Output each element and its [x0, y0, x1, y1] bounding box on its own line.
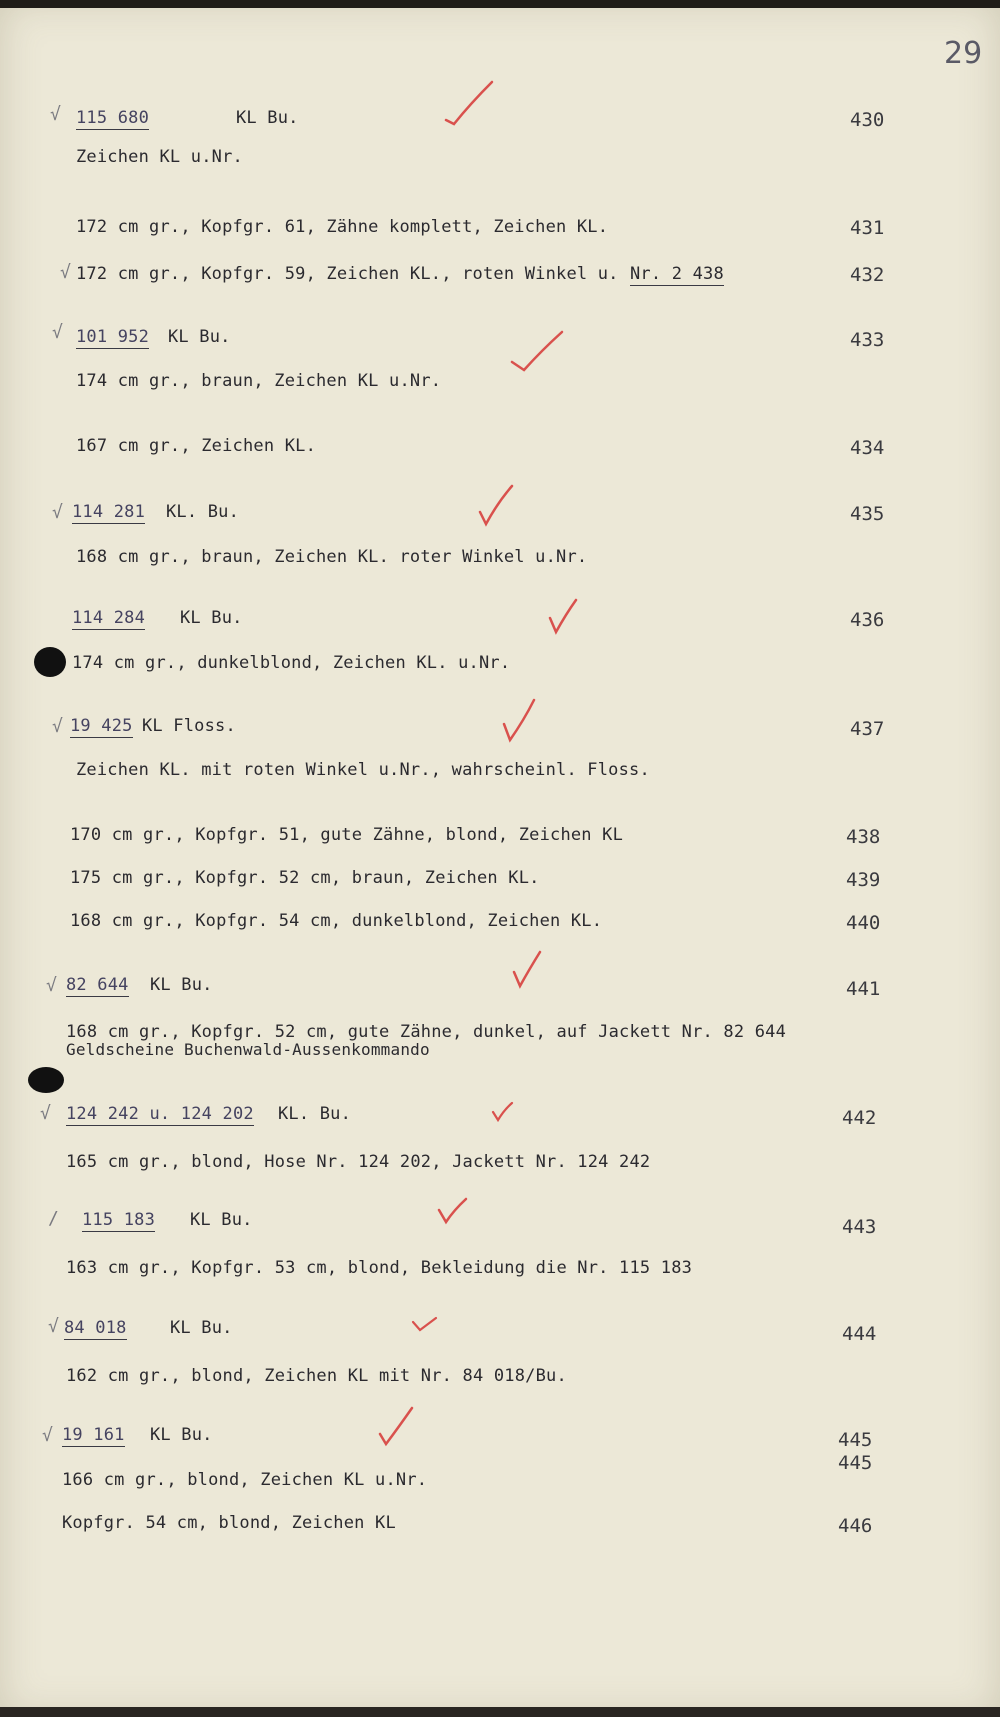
entry-number: 435 — [850, 503, 885, 525]
scan-edge-top — [0, 0, 1000, 8]
entry-description: 168 cm gr., Kopfgr. 54 cm, dunkelblond, Zeichen KL. — [70, 911, 603, 931]
tick-mark: √ — [52, 502, 63, 523]
entry-number: 432 — [850, 264, 885, 286]
camp-label: KL Floss. — [142, 716, 236, 736]
check-mark-icon — [500, 696, 540, 746]
entry-number: 437 — [850, 718, 885, 740]
entry-number: 440 — [846, 912, 881, 934]
entry-number-corrected: 445 — [838, 1452, 873, 1474]
entry-number: 445 — [838, 1429, 873, 1451]
entry-description: 170 cm gr., Kopfgr. 51, gute Zähne, blond, Zeichen KL — [70, 825, 624, 845]
entry-number: 441 — [846, 978, 881, 1000]
check-mark-icon — [546, 596, 582, 638]
tick-mark: √ — [40, 1103, 51, 1124]
entry-reference: Nr. 2 438 — [630, 264, 724, 284]
check-mark-icon — [410, 1314, 440, 1336]
prisoner-number: 101 952 — [76, 327, 150, 347]
entry-description: 167 cm gr., Zeichen KL. — [76, 436, 317, 456]
prisoner-number: 114 281 — [72, 502, 146, 522]
prisoner-number: 19 425 — [70, 716, 133, 736]
entry-number: 436 — [850, 609, 885, 631]
camp-label: KL Bu. — [168, 327, 231, 347]
prisoner-number: 19 161 — [62, 1425, 125, 1445]
entry-description: 163 cm gr., Kopfgr. 53 cm, blond, Bekleidung die Nr. 115 183 — [66, 1258, 693, 1278]
entry-description: Zeichen KL. mit roten Winkel u.Nr., wahrscheinl. Floss. — [76, 760, 650, 780]
ink-blot — [34, 647, 66, 677]
prisoner-number: 82 644 — [66, 975, 129, 995]
entry-number: 438 — [846, 826, 881, 848]
check-mark-icon — [508, 328, 568, 374]
prisoner-number: 84 018 — [64, 1318, 127, 1338]
entry-number: 439 — [846, 869, 881, 891]
entry-description: 172 cm gr., Kopfgr. 61, Zähne komplett, Zeichen KL. — [76, 217, 609, 237]
entry-description: 162 cm gr., blond, Zeichen KL mit Nr. 84 018/Bu. — [66, 1366, 567, 1386]
entry-description: Zeichen KL u.Nr. — [76, 147, 243, 167]
camp-label: KL. Bu. — [278, 1104, 352, 1124]
camp-label: KL Bu. — [150, 1425, 213, 1445]
camp-label: KL Bu. — [236, 108, 299, 128]
entry-description: 165 cm gr., blond, Hose Nr. 124 202, Jackett Nr. 124 242 — [66, 1152, 651, 1172]
entry-number: 442 — [842, 1107, 877, 1129]
entry-description: 174 cm gr., braun, Zeichen KL u.Nr. — [76, 371, 442, 391]
tick-mark: / — [48, 1208, 59, 1229]
tick-mark: √ — [50, 104, 61, 125]
entry-description-cont: Geldscheine Buchenwald-Aussenkommando — [66, 1040, 430, 1059]
tick-mark: √ — [42, 1425, 53, 1446]
tick-mark: √ — [46, 975, 57, 996]
entry-number: 433 — [850, 329, 885, 351]
entry-description: 166 cm gr., blond, Zeichen KL u.Nr. — [62, 1470, 428, 1490]
entry-description: 175 cm gr., Kopfgr. 52 cm, braun, Zeichen KL. — [70, 868, 540, 888]
tick-mark: √ — [52, 322, 63, 343]
entry-number: 430 — [850, 109, 885, 131]
entry-number: 434 — [850, 437, 885, 459]
scan-edge-bottom — [0, 1707, 1000, 1717]
entry-number: 443 — [842, 1216, 877, 1238]
entry-description: Kopfgr. 54 cm, blond, Zeichen KL — [62, 1513, 396, 1533]
camp-label: KL Bu. — [170, 1318, 233, 1338]
check-mark-icon — [490, 1100, 516, 1124]
prisoner-number: 124 242 u. 124 202 — [66, 1104, 254, 1124]
camp-label: KL Bu. — [150, 975, 213, 995]
check-mark-icon — [436, 1196, 470, 1228]
tick-mark: √ — [52, 716, 63, 737]
entry-description: 168 cm gr., Kopfgr. 52 cm, gute Zähne, dunkel, auf Jackett Nr. 82 644 — [66, 1022, 787, 1042]
prisoner-number: 114 284 — [72, 608, 146, 628]
prisoner-number: 115 183 — [82, 1210, 156, 1230]
entry-description: 174 cm gr., dunkelblond, Zeichen KL. u.Nr. — [72, 653, 511, 673]
prisoner-number: 115 680 — [76, 108, 150, 128]
check-mark-icon — [376, 1404, 416, 1448]
ink-blot — [28, 1067, 64, 1093]
check-mark-icon — [510, 948, 546, 992]
folio-number: 29 — [944, 36, 983, 71]
camp-label: KL Bu. — [190, 1210, 253, 1230]
entry-number: 444 — [842, 1323, 877, 1345]
tick-mark: √ — [60, 262, 71, 283]
entry-description: 172 cm gr., Kopfgr. 59, Zeichen KL., roten Winkel u. — [76, 264, 619, 284]
check-mark-icon — [440, 78, 500, 128]
entry-description: 168 cm gr., braun, Zeichen KL. roter Winkel u.Nr. — [76, 547, 588, 567]
entry-number: 431 — [850, 217, 885, 239]
tick-mark: √ — [48, 1316, 59, 1337]
entry-number: 446 — [838, 1515, 873, 1537]
check-mark-icon — [478, 482, 518, 528]
camp-label: KL. Bu. — [166, 502, 240, 522]
camp-label: KL Bu. — [180, 608, 243, 628]
